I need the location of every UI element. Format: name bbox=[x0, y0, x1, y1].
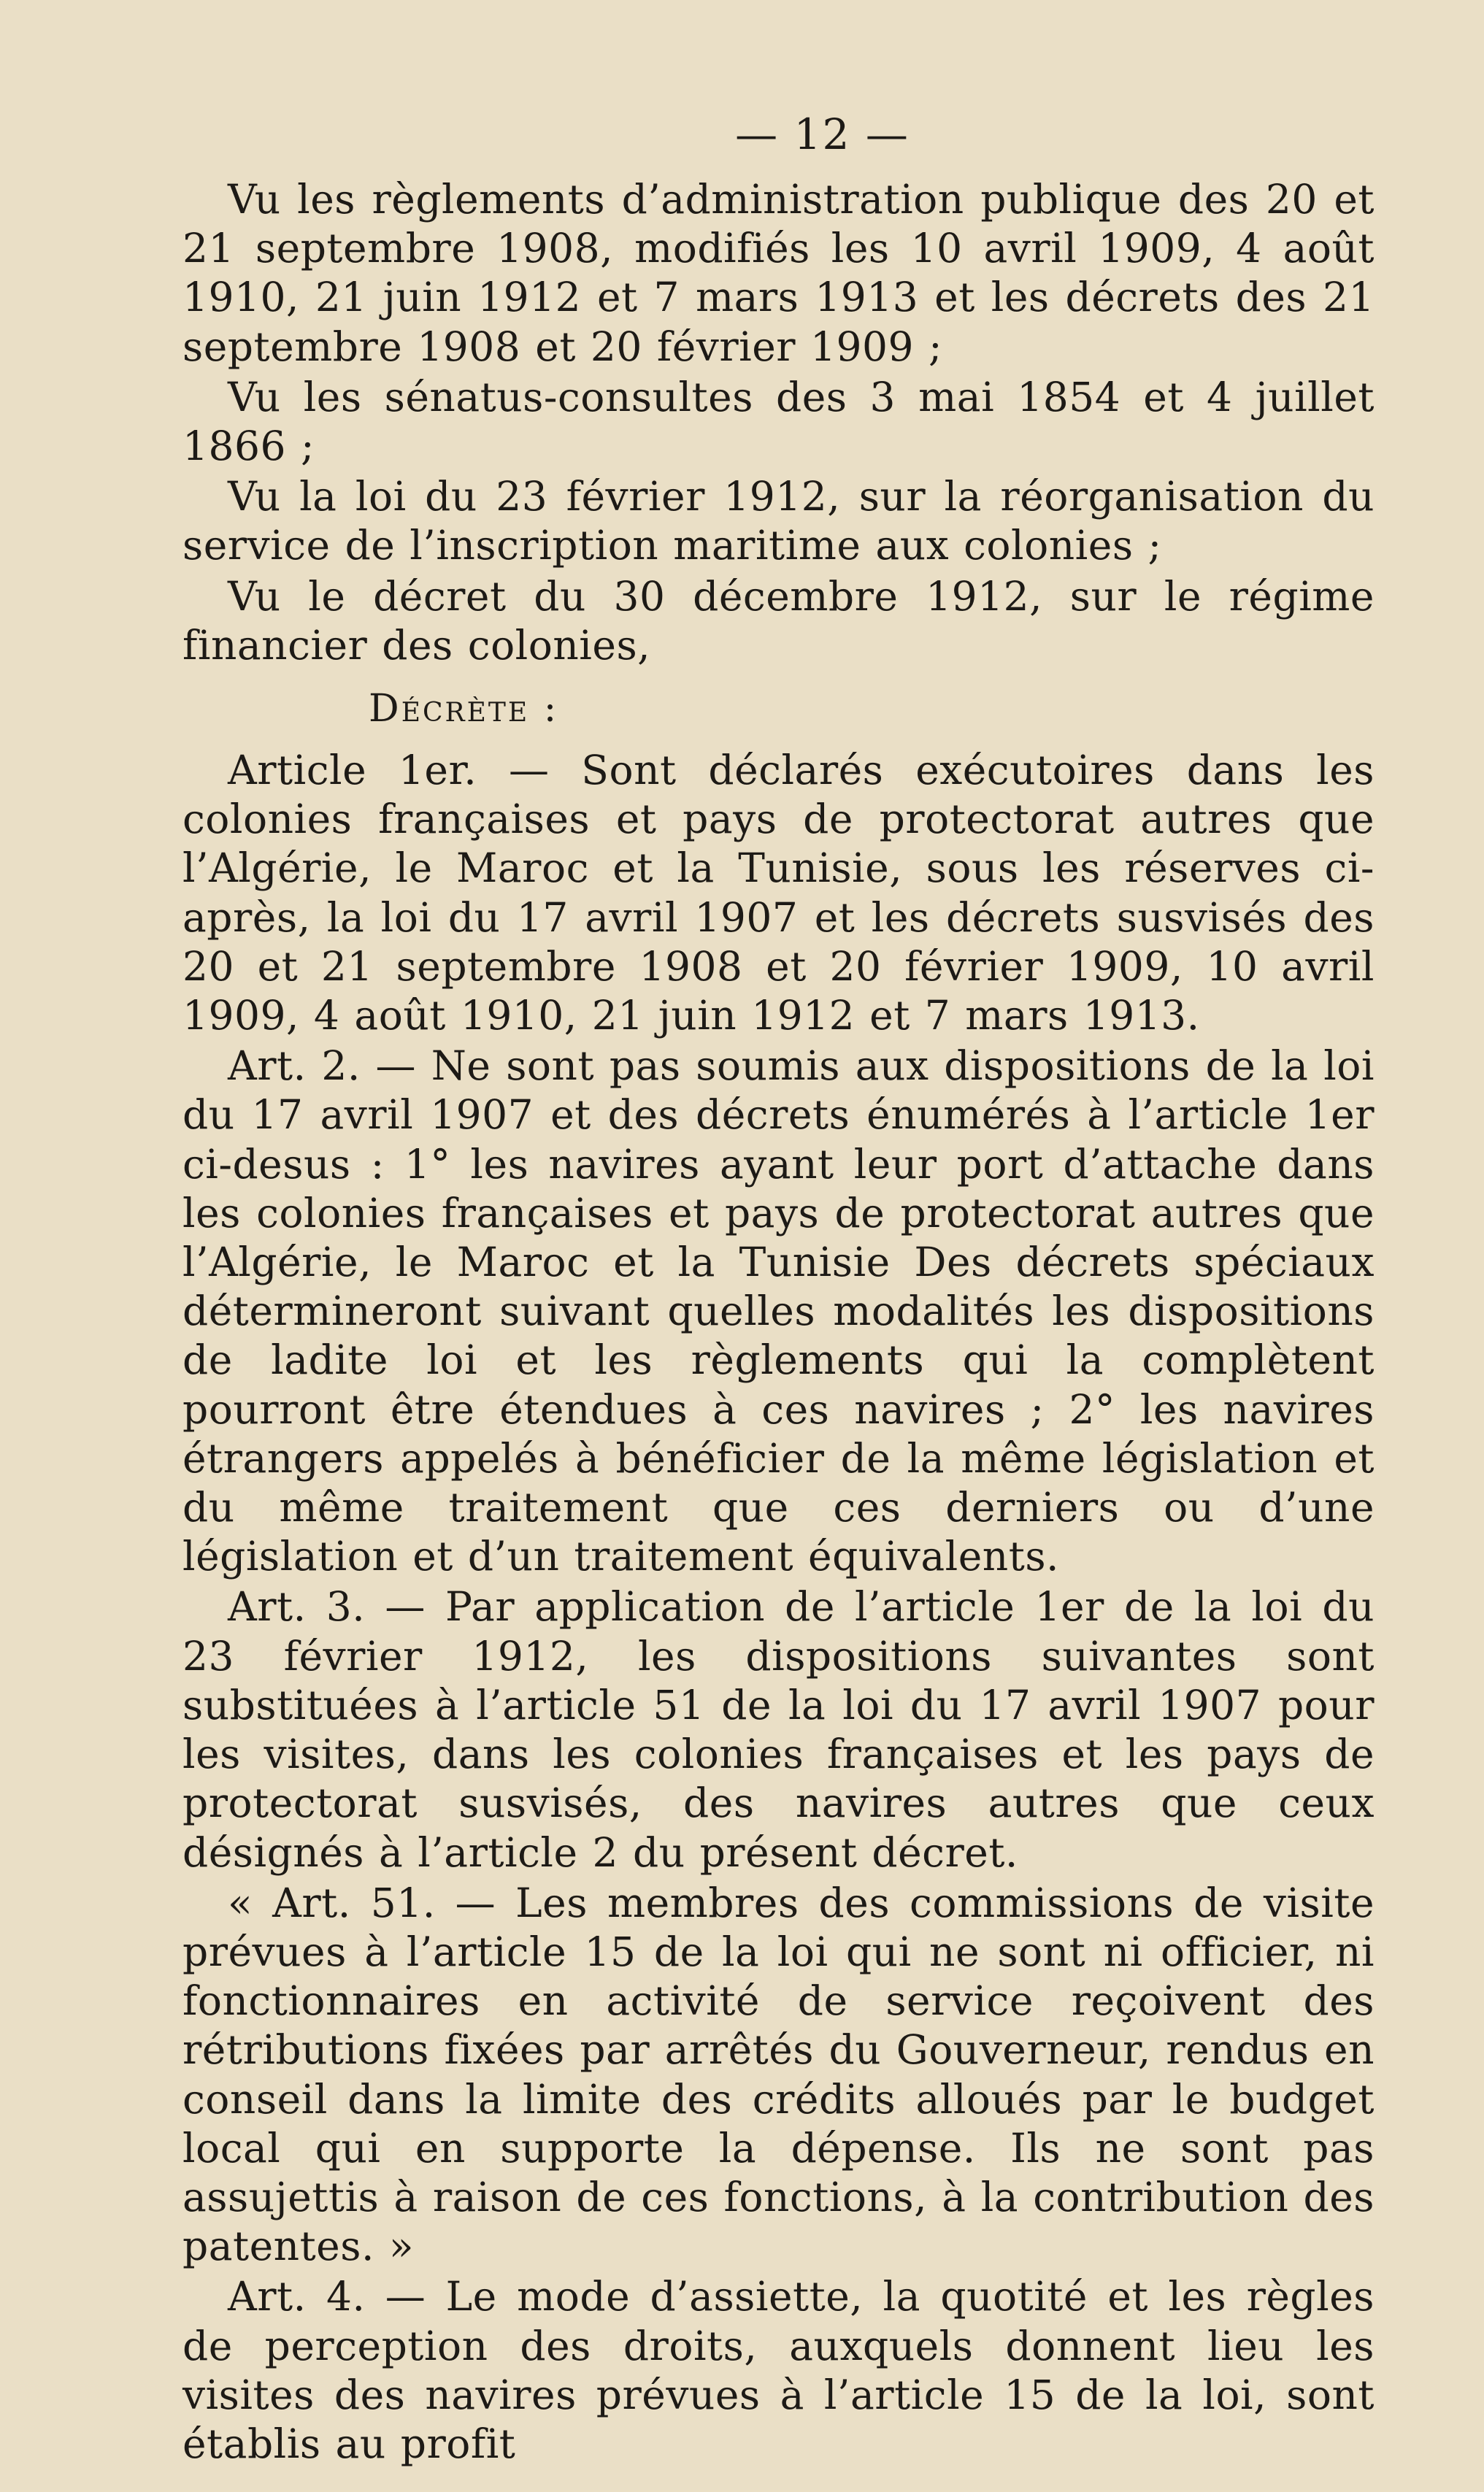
article-1: Article 1er. — Sont déclarés exécutoires dans les colonies françaises et pays de protectorat autres que l’Algérie, le Maroc et la Tunisie, sous les réserves ci-après, la loi du 17 avril 1907 et les décrets susvisés des 20 et 21 septembre 1908 et 20 février 1909, 10 avril 1909, 4 août 1910, 21 juin 1912 et 7 mars 1913. bbox=[182, 747, 1375, 1039]
article-4: Art. 4. — Le mode d’assiette, la quotité et les règles de perception des droits, auxquels donnent lieu les visites des navires prévues à l’article 15 de la loi, sont établis au profit bbox=[182, 2273, 1375, 2467]
considerant-reglements: Vu les règlements d’administration publique des 20 et 21 septembre 1908, modifiés les 10 avril 1909, 4 août 1910, 21 juin 1912 et 7 mars 1913 et les décrets des 21 septembre 1908 et 20 février 1909 ; bbox=[182, 176, 1375, 370]
considerant-decret-1912: Vu le décret du 30 décembre 1912, sur le régime financier des colonies, bbox=[182, 572, 1375, 669]
page-number: — 12 — bbox=[735, 109, 910, 159]
considerant-loi-1912: Vu la loi du 23 février 1912, sur la réorganisation du service de l’inscription maritime aux colonies ; bbox=[182, 473, 1375, 569]
article-2: Art. 2. — Ne sont pas soumis aux dispositions de la loi du 17 avril 1907 et des décrets énumérés à l’article 1er ci-desus : 1° les navires ayant leur port d’attache dans les colonies françaises et pays de protectorat autres que l’Algérie, le Maroc et la Tunisie Des décrets spéciaux détermineront suivant quelles modalités les dispositions de ladite loi et les règlements qui la complètent pourront être étendues à ces navires ; 2° les navires étrangers appelés à bénéficier de la même législation et du même traitement que ces derniers ou d’une législation et d’un traitement équivalents. bbox=[182, 1042, 1375, 1580]
decree-heading: Décrète : bbox=[369, 687, 559, 731]
article-51-quote: « Art. 51. — Les membres des commissions de visite prévues à l’article 15 de la loi qui ne sont ni officier, ni fonctionnaires en activité de service reçoivent des rétributions fixées par arrêtés du Gouverneur, rendus en conseil dans la limite des crédits alloués par le budget local qui en supporte la dépense. Ils ne sont pas assujettis à raison de ces fonctions, à la contribution des patentes. » bbox=[182, 1879, 1375, 2270]
considerant-senatus-consultes: Vu les sénatus-consultes des 3 mai 1854 et 4 juillet 1866 ; bbox=[182, 373, 1375, 470]
article-3: Art. 3. — Par application de l’article 1er de la loi du 23 février 1912, les dispositions suivantes sont substituées à l’article 51 de la loi du 17 avril 1907 pour les visites, dans les colonies françaises et les pays de protectorat susvisés, des navires autres que ceux désignés à l’article 2 du présent décret. bbox=[182, 1583, 1375, 1876]
